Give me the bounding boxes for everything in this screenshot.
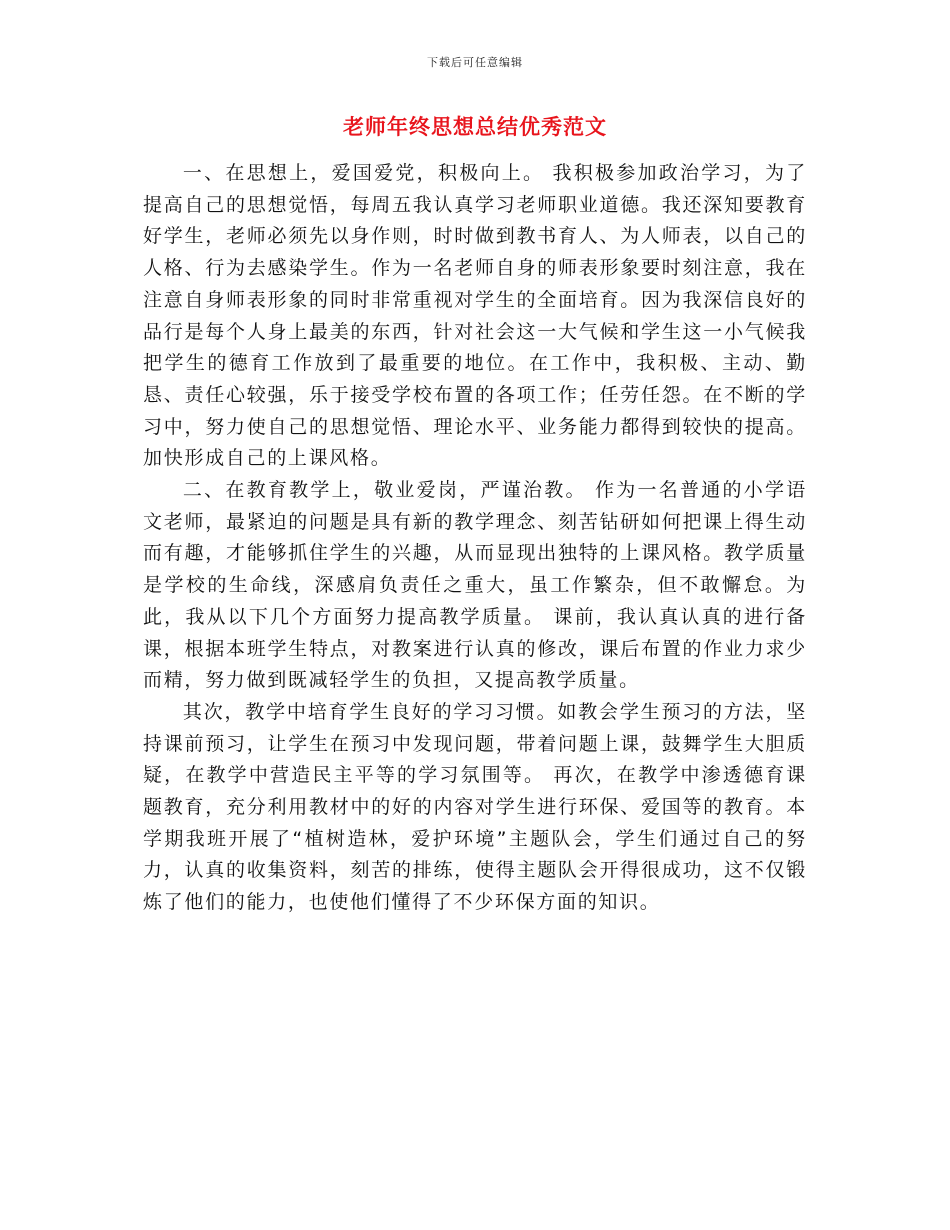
document-body [143,158,807,919]
paragraph-3: 其次，教学中培育学生良好的学习习惯。如教会学生预习的方法，坚持课前预习，让学生在预习中发现问题，带着问题上课，鼓舞学生大胆质疑，在教学中营造民主平等的学习氛围等。 再次，在教学中渗透德育课题教育，充分利用教材中的好的内容对学生进行环保、爱国等的教育。本学期我班开展了“植树造林，爱护环境”主题队会，学生们通过自己的努力，认真的收集资料，刻苦的排练，使得主题队会开得很成功，这不仅锻炼了他们的能力，也使他们懂得了不少环保方面的知识。 [143,700,807,914]
paragraph-1: 一、在思想上，爱国爱党，积极向上。 我积极参加政治学习，为了提高自己的思想觉悟，每周五我认真学习老师职业道德。我还深知要教育好学生，老师必须先以身作则，时时做到教书育人、为人师表，以自己的人格、行为去感染学生。作为一名老师自身的师表形象要时刻注意，我在注意自身师表形象的同时非常重视对学生的全面培育。因为我深信良好的品行是每个人身上最美的东西，针对社会这一大气候和学生这一小气候我把学生的德育工作放到了最重要的地位。在工作中，我积极、主动、勤恳、责任心较强，乐于接受学校布置的各项工作；任劳任怨。在不断的学习中，努力使自己的思想觉悟、理论水平、业务能力都得到较快的提高。加快形成自己的上课风格。 [143,162,807,470]
header-note: 下载后可任意编辑 [427,56,523,69]
paragraph-2: 二、在教育教学上，敬业爱岗，严谨治教。 作为一名普通的小学语文老师，最紧迫的问题是具有新的教学理念、刻苦钻研如何把课上得生动而有趣，才能够抓住学生的兴趣，从而显现出独特的上课风格。教学质量是学校的生命线，深感肩负责任之重大，虽工作繁杂，但不敢懈怠。为此，我从以下几个方面努力提高教学质量。 课前，我认真认真的进行备课，根据本班学生特点，对教案进行认真的修改，课后布置的作业力求少而精，努力做到既减轻学生的负担，又提高教学质量。 [143,479,807,692]
document-title: 老师年终思想总结优秀范文 [343,115,607,139]
